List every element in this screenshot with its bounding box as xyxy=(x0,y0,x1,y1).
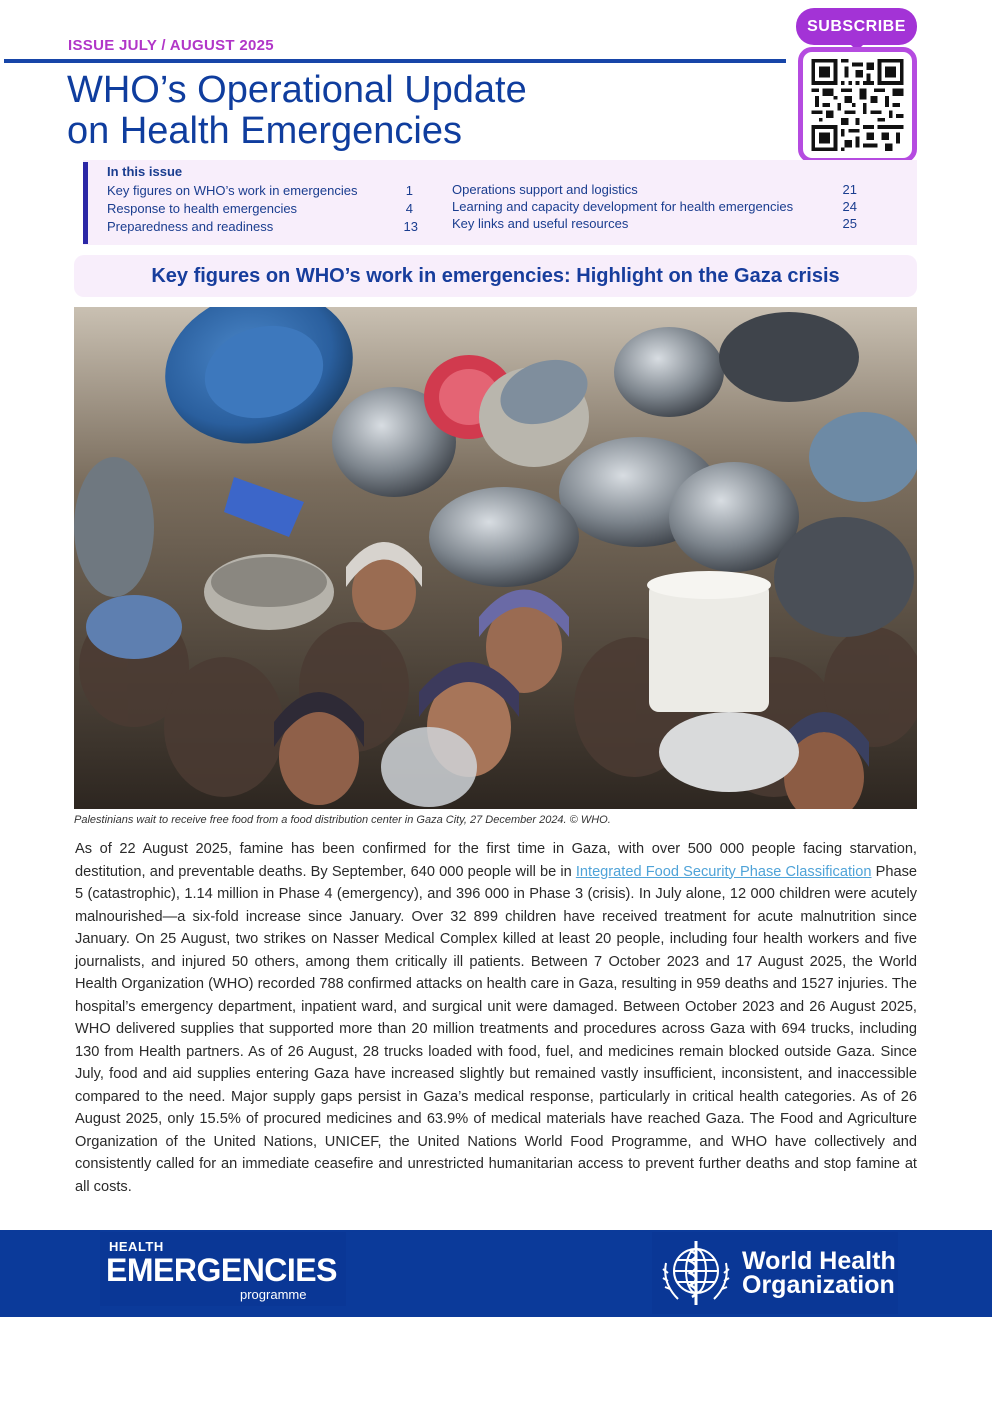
toc-item-label: Operations support and logistics xyxy=(452,182,638,197)
section-banner xyxy=(74,255,917,297)
toc-item-preparedness[interactable] xyxy=(107,219,418,234)
who-wordmark xyxy=(742,1249,896,1297)
body-text-part-1: As of 22 August 2025, famine has been confirmed for the first time in Gaza, with over 500 000 people facing starvation, destitution, and preventable deaths. By September, 640 000 people will be in xyxy=(75,841,917,880)
toc-item-label: Response to health emergencies xyxy=(107,201,298,216)
table-of-contents xyxy=(83,160,917,245)
toc-item-page: 21 xyxy=(842,182,857,197)
title-line-2: on Health Emergencies xyxy=(67,110,462,152)
who-logo xyxy=(652,1232,898,1314)
he-logo-line-2: EMERGENCIES xyxy=(106,1252,337,1288)
toc-heading: In this issue xyxy=(107,164,183,179)
toc-accent-bar xyxy=(83,162,88,244)
toc-item-label: Key figures on WHO’s work in emergencies xyxy=(107,183,358,198)
photo-illustration xyxy=(74,307,917,809)
body-paragraph xyxy=(75,838,917,1198)
section-heading: Key figures on WHO’s work in emergencies: Highlight on the Gaza crisis xyxy=(151,264,840,287)
page-title xyxy=(67,70,527,152)
title-line-1: WHO’s Operational Update xyxy=(67,69,527,111)
toc-item-response[interactable] xyxy=(107,201,413,216)
who-wordmark-line-1: World Health xyxy=(742,1247,896,1275)
toc-item-page: 24 xyxy=(842,199,857,214)
toc-item-operations[interactable] xyxy=(452,182,857,197)
toc-item-label: Key links and useful resources xyxy=(452,216,629,231)
toc-item-page: 4 xyxy=(405,201,413,216)
gaza-food-distribution-photo xyxy=(74,307,917,809)
body-text-part-2: Phase 5 (catastrophic), 1.14 million in Phase 4 (emergency), and 396 000 in Phase 3 (crisis). In July alone, 12 000 children were acutely malnourished—a six-fold increase since January. Over 32 899 children have received treatment for acute malnutrition since January. On 25 August, two strikes on Nasser Medical Complex killed at least 20 people, including four health workers and five journalists, and injured 50 others, among them critically ill patients. Between 7 October 2023 and 17 August 2025, the World Health Organization (WHO) recorded 788 confirmed attacks on health care in Gaza, resulting in 959 deaths and 1527 injuries. The hospital’s emergency department, inpatient ward, and surgical unit were damaged. Between October 2023 and 26 August 2025, WHO delivered supplies that supported more than 20 million treatments and procedures across Gaza with 694 trucks, including 130 from Health partners. As of 26 August, 28 trucks loaded with food, fuel, and medicines remain blocked outside Gaza. Since July, food and aid supplies entering Gaza have increased slightly but remained vastly insufficient, inconsistent, and inaccessible compared to the need. Major supply gaps persist in Gaza’s medical response, particularly in critical health categories. As of 26 August 2025, only 15.5% of procured medicines and 63.9% of medical materials have reached Gaza. The Food and Agriculture Organization of the United Nations, UNICEF, the United Nations World Food Programme, and WHO have collectively and consistently called for an immediate ceasefire and unrestricted humanitarian access to prevent further deaths and stop famine at all costs. xyxy=(75,863,918,1195)
toc-item-key-links[interactable] xyxy=(452,216,857,231)
who-emblem-icon xyxy=(656,1233,736,1313)
toc-item-page: 25 xyxy=(842,216,857,231)
subscribe-qr-code[interactable] xyxy=(798,47,917,163)
toc-item-page: 1 xyxy=(405,183,413,198)
he-logo-line-3: programme xyxy=(240,1287,307,1302)
subscribe-button[interactable]: SUBSCRIBE xyxy=(796,8,917,45)
he-logo-line-1: HEALTH xyxy=(109,1239,164,1254)
toc-item-label: Learning and capacity development for health emergencies xyxy=(452,199,794,214)
issue-date: ISSUE JULY / AUGUST 2025 xyxy=(68,37,274,54)
photo-caption: Palestinians wait to receive free food from a food distribution center in Gaza City, 27 December 2024. © WHO. xyxy=(74,814,611,826)
toc-item-page: 13 xyxy=(403,219,418,234)
qr-code-icon xyxy=(810,59,905,151)
health-emergencies-programme-logo xyxy=(100,1232,346,1306)
who-wordmark-line-2: Organization xyxy=(742,1271,895,1299)
toc-item-learning[interactable] xyxy=(452,199,857,214)
toc-item-key-figures[interactable] xyxy=(107,183,413,198)
ipc-link[interactable]: Integrated Food Security Phase Classification xyxy=(575,863,872,880)
header-rule xyxy=(4,59,786,63)
toc-item-label: Preparedness and readiness xyxy=(107,219,274,234)
